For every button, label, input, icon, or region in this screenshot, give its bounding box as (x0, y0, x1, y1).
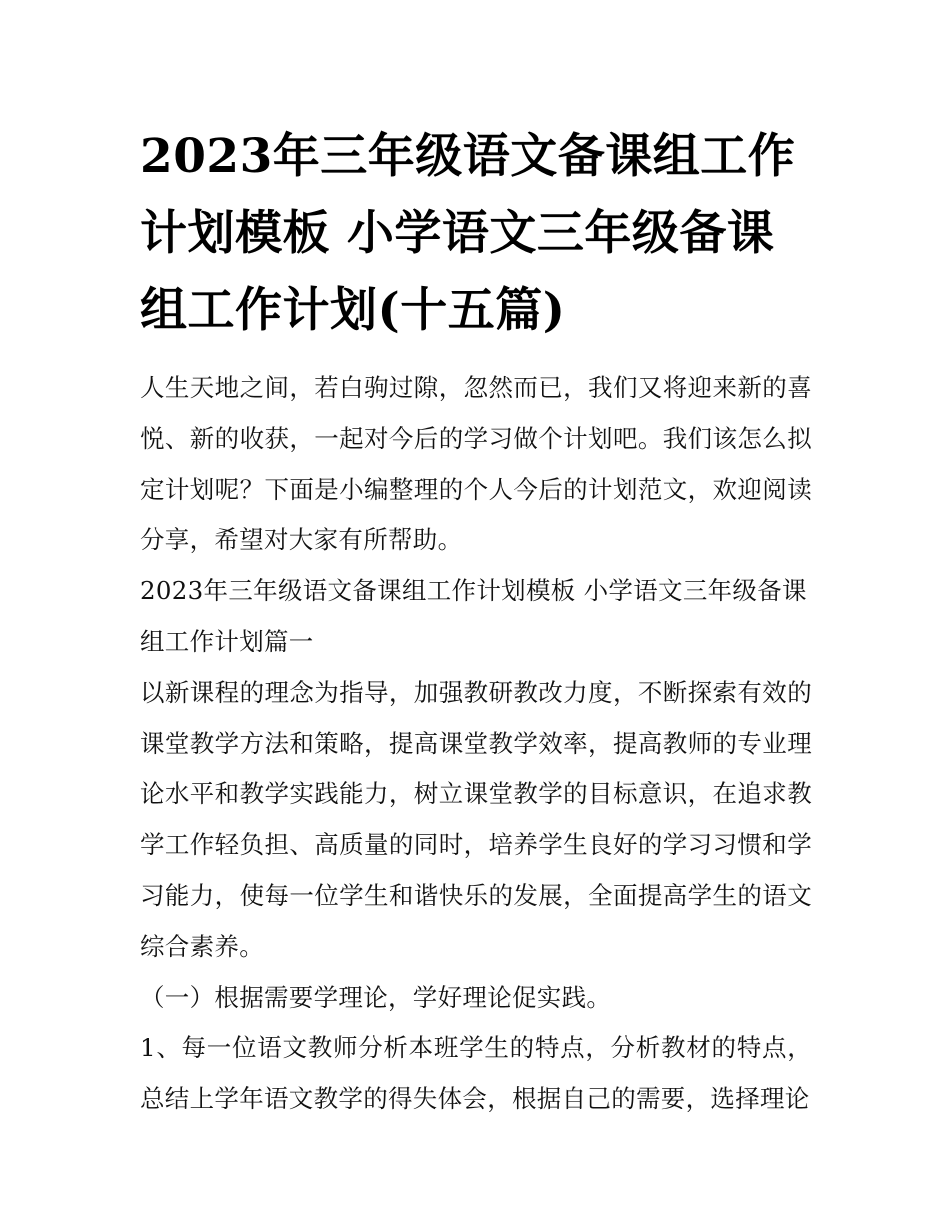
section-heading: 2023年三年级语文备课组工作计划模板 小学语文三年级备课组工作计划篇一 (140, 576, 807, 656)
document-page (140, 118, 812, 1125)
document-title: 2023年三年级语文备课组工作计划模板 小学语文三年级备课组工作计划(十五篇) (140, 129, 796, 338)
sub-heading-1: （一）根据需要学理论，学好理论促实践。 (140, 982, 612, 1012)
intro-paragraph: 人生天地之间，若白驹过隙，忽然而已，我们又将迎来新的喜悦、新的收获，一起对今后的学习做个计划吧。我们该怎么拟定计划呢？下面是小编整理的个人今后的计划范文，欢迎阅读分享，希望对大家有所帮助。 (140, 373, 812, 555)
body-paragraph: 以新课程的理念为指导，加强教研教改力度，不断探索有效的课堂教学方法和策略，提高课堂教学效率，提高教师的专业理论水平和教学实践能力，树立课堂教学的目标意识，在追求教学工作轻负担、高质量的同时，培养学生良好的学习习惯和学习能力，使每一位学生和谐快乐的发展，全面提高学生的语文综合素养。 (140, 677, 812, 961)
list-item-1: 1、每一位语文教师分析本班学生的特点，分析教材的特点，总结上学年语文教学的得失体会，根据自己的需要，选择理论 (140, 1033, 812, 1114)
